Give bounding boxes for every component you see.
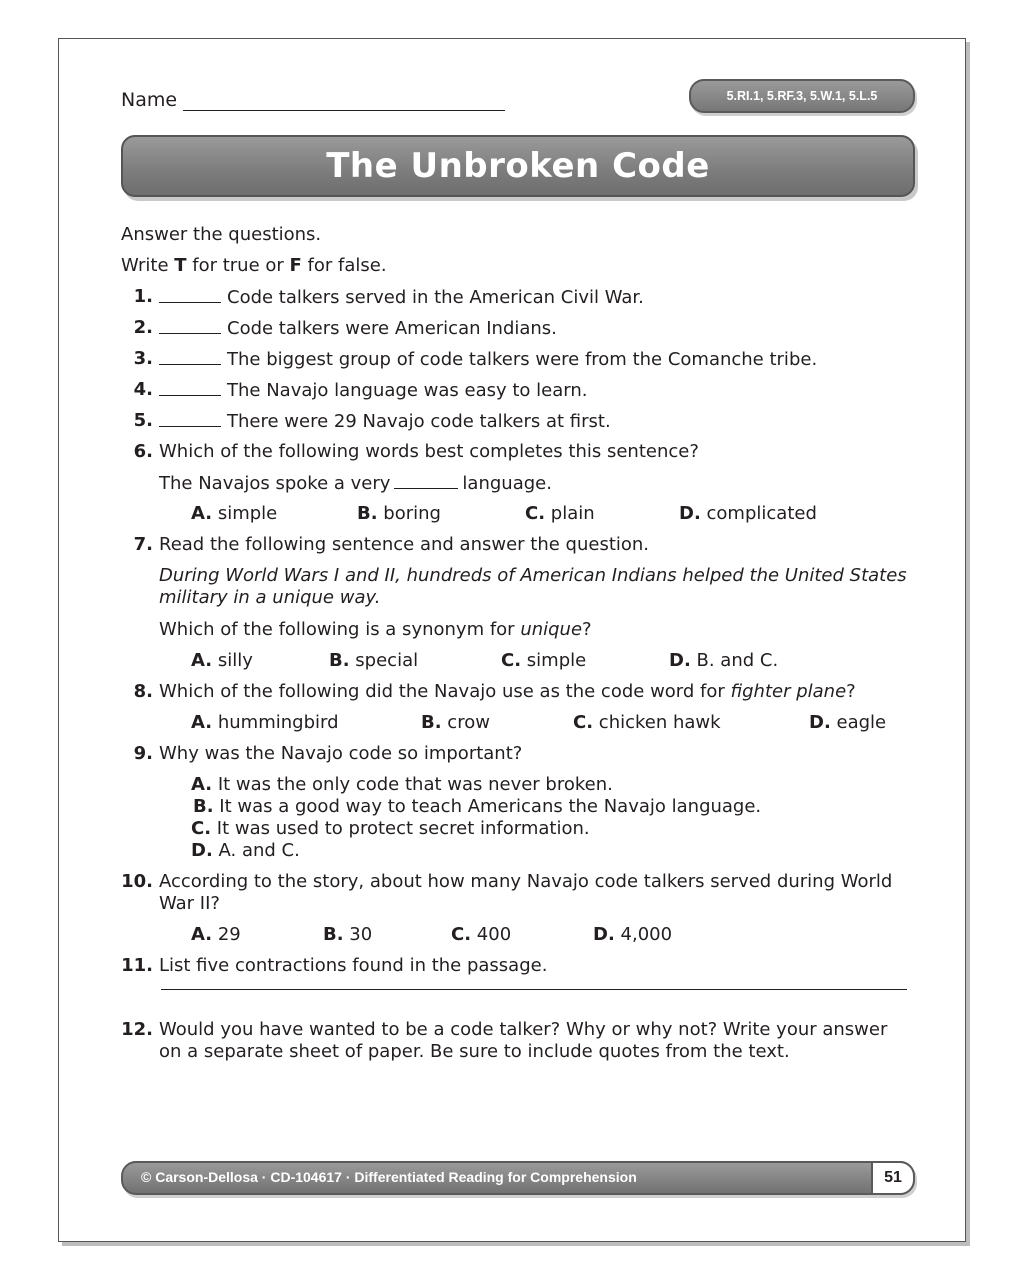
option-text: simple	[526, 650, 587, 671]
answer-blank[interactable]	[159, 348, 221, 365]
page-title: The Unbroken Code	[121, 135, 915, 197]
question-text-start: Which of the following is a synonym for	[159, 619, 521, 640]
worksheet-page	[58, 38, 966, 1242]
question-text-line: on a separate sheet of paper. Be sure to include quotes from the text.	[159, 1041, 790, 1062]
sentence-end: language.	[462, 473, 552, 494]
question-number: 1.	[133, 286, 153, 307]
question-keyword: unique	[520, 619, 583, 640]
name-blank-line[interactable]	[183, 92, 505, 111]
question-text: The Navajo language was easy to learn.	[227, 380, 588, 401]
question-number: 9.	[133, 743, 153, 764]
option-text: It was used to protect secret information.	[216, 818, 590, 839]
option-text: It was the only code that was never broken.	[217, 774, 613, 795]
option-letter: A.	[191, 774, 213, 795]
question-number: 6.	[133, 441, 153, 462]
question-number: 5.	[133, 410, 153, 431]
option-text: special	[355, 650, 419, 671]
option[interactable]	[191, 712, 339, 734]
option-text: boring	[383, 503, 441, 524]
option[interactable]	[323, 924, 372, 946]
question-text: List five contractions found in the passage.	[159, 955, 548, 976]
option[interactable]	[329, 650, 418, 672]
option-text: 30	[349, 924, 373, 945]
option-letter: C.	[501, 650, 522, 671]
option-text: crow	[447, 712, 490, 733]
option-text: B. and C.	[696, 650, 779, 671]
question-text-line: War II?	[159, 893, 220, 914]
option-letter: A.	[191, 924, 213, 945]
question-text: Why was the Navajo code so important?	[159, 743, 523, 764]
option-letter: C.	[525, 503, 546, 524]
instruction-t: T	[174, 255, 187, 276]
option-letter: C.	[573, 712, 594, 733]
option-text: plain	[550, 503, 595, 524]
option-text: A. and C.	[218, 840, 300, 861]
option-text: 400	[476, 924, 512, 945]
option-letter: A.	[191, 503, 213, 524]
answer-blank[interactable]	[159, 410, 221, 427]
question-number: 12.	[121, 1019, 153, 1040]
question-text: There were 29 Navajo code talkers at first.	[227, 411, 611, 432]
option-text: hummingbird	[217, 712, 339, 733]
option[interactable]	[191, 924, 241, 946]
option[interactable]	[525, 503, 595, 525]
answer-line[interactable]	[161, 989, 907, 990]
answer-blank[interactable]	[394, 472, 458, 489]
option-text: complicated	[706, 503, 817, 524]
answer-blank[interactable]	[159, 317, 221, 334]
instruction-f: F	[289, 255, 302, 276]
option-letter: B.	[193, 796, 214, 817]
option[interactable]	[191, 840, 300, 862]
option-letter: C.	[451, 924, 472, 945]
instruction-text: for false.	[301, 255, 387, 276]
question-text-line: Would you have wanted to be a code talker? Why or why not? Write your answer	[159, 1019, 888, 1040]
question-number: 10.	[121, 871, 153, 892]
answer-blank[interactable]	[159, 379, 221, 396]
option-letter: B.	[323, 924, 344, 945]
question-text-start: Which of the following did the Navajo use as the code word for	[159, 681, 731, 702]
option[interactable]	[573, 712, 721, 734]
option-letter: D.	[593, 924, 615, 945]
quoted-sentence-line: During World Wars I and II, hundreds of American Indians helped the United States	[159, 565, 907, 586]
option-letter: D.	[191, 840, 213, 861]
option[interactable]	[421, 712, 490, 734]
option[interactable]	[193, 796, 761, 818]
option-letter: D.	[809, 712, 831, 733]
option[interactable]	[191, 818, 590, 840]
option-text: simple	[217, 503, 278, 524]
question-keyword: fighter plane	[730, 681, 847, 702]
page-number: 51	[871, 1161, 915, 1195]
question-text	[159, 681, 856, 703]
quoted-sentence-line: military in a unique way.	[159, 587, 381, 608]
answer-blank[interactable]	[159, 286, 221, 303]
option[interactable]	[451, 924, 511, 946]
question-text: Read the following sentence and answer the question.	[159, 534, 650, 555]
option[interactable]	[809, 712, 886, 734]
option-text: 29	[217, 924, 241, 945]
instruction-answer: Answer the questions.	[121, 224, 322, 245]
option-text: eagle	[836, 712, 887, 733]
question-text-end: ?	[846, 681, 856, 702]
question-text: Which of the following words best completes this sentence?	[159, 441, 699, 462]
question-number: 7.	[133, 534, 153, 555]
option-letter: B.	[421, 712, 442, 733]
question-number: 8.	[133, 681, 153, 702]
question-text: The biggest group of code talkers were from the Comanche tribe.	[227, 349, 818, 370]
option[interactable]	[669, 650, 778, 672]
option-text: 4,000	[620, 924, 673, 945]
instruction-text: Write	[121, 255, 175, 276]
option-letter: A.	[191, 712, 213, 733]
name-field	[121, 89, 505, 111]
option-text: It was a good way to teach Americans the Navajo language.	[219, 796, 762, 817]
question-text: Code talkers served in the American Civil War.	[227, 287, 644, 308]
option-letter: A.	[191, 650, 213, 671]
option[interactable]	[357, 503, 441, 525]
footer-bar	[121, 1161, 915, 1195]
option-letter: D.	[669, 650, 691, 671]
option[interactable]	[679, 503, 817, 525]
option[interactable]	[191, 650, 253, 672]
question-number: 2.	[133, 317, 153, 338]
option[interactable]	[191, 774, 613, 796]
name-label: Name	[121, 89, 178, 111]
option-letter: D.	[679, 503, 701, 524]
option-letter: B.	[357, 503, 378, 524]
sentence-start: The Navajos spoke a very	[159, 473, 391, 494]
footer-credit: © Carson-Dellosa · CD-104617 · Differentiated Reading for Comprehension	[141, 1169, 637, 1185]
option-letter: C.	[191, 818, 212, 839]
option[interactable]	[593, 924, 672, 946]
option-text: silly	[217, 650, 253, 671]
question-number: 11.	[121, 955, 153, 976]
question-text-line: According to the story, about how many Navajo code talkers served during World	[159, 871, 893, 892]
option[interactable]	[501, 650, 586, 672]
question-text: Code talkers were American Indians.	[227, 318, 557, 339]
option-text: chicken hawk	[598, 712, 721, 733]
option-letter: B.	[329, 650, 350, 671]
option[interactable]	[191, 503, 277, 525]
fill-in-sentence	[159, 472, 552, 495]
question-number: 3.	[133, 348, 153, 369]
instruction-text: for true or	[186, 255, 290, 276]
question-text-end: ?	[582, 619, 592, 640]
question-text	[159, 619, 592, 641]
instruction-true-false	[121, 255, 387, 277]
standards-badge: 5.RI.1, 5.RF.3, 5.W.1, 5.L.5	[689, 79, 915, 113]
question-number: 4.	[133, 379, 153, 400]
